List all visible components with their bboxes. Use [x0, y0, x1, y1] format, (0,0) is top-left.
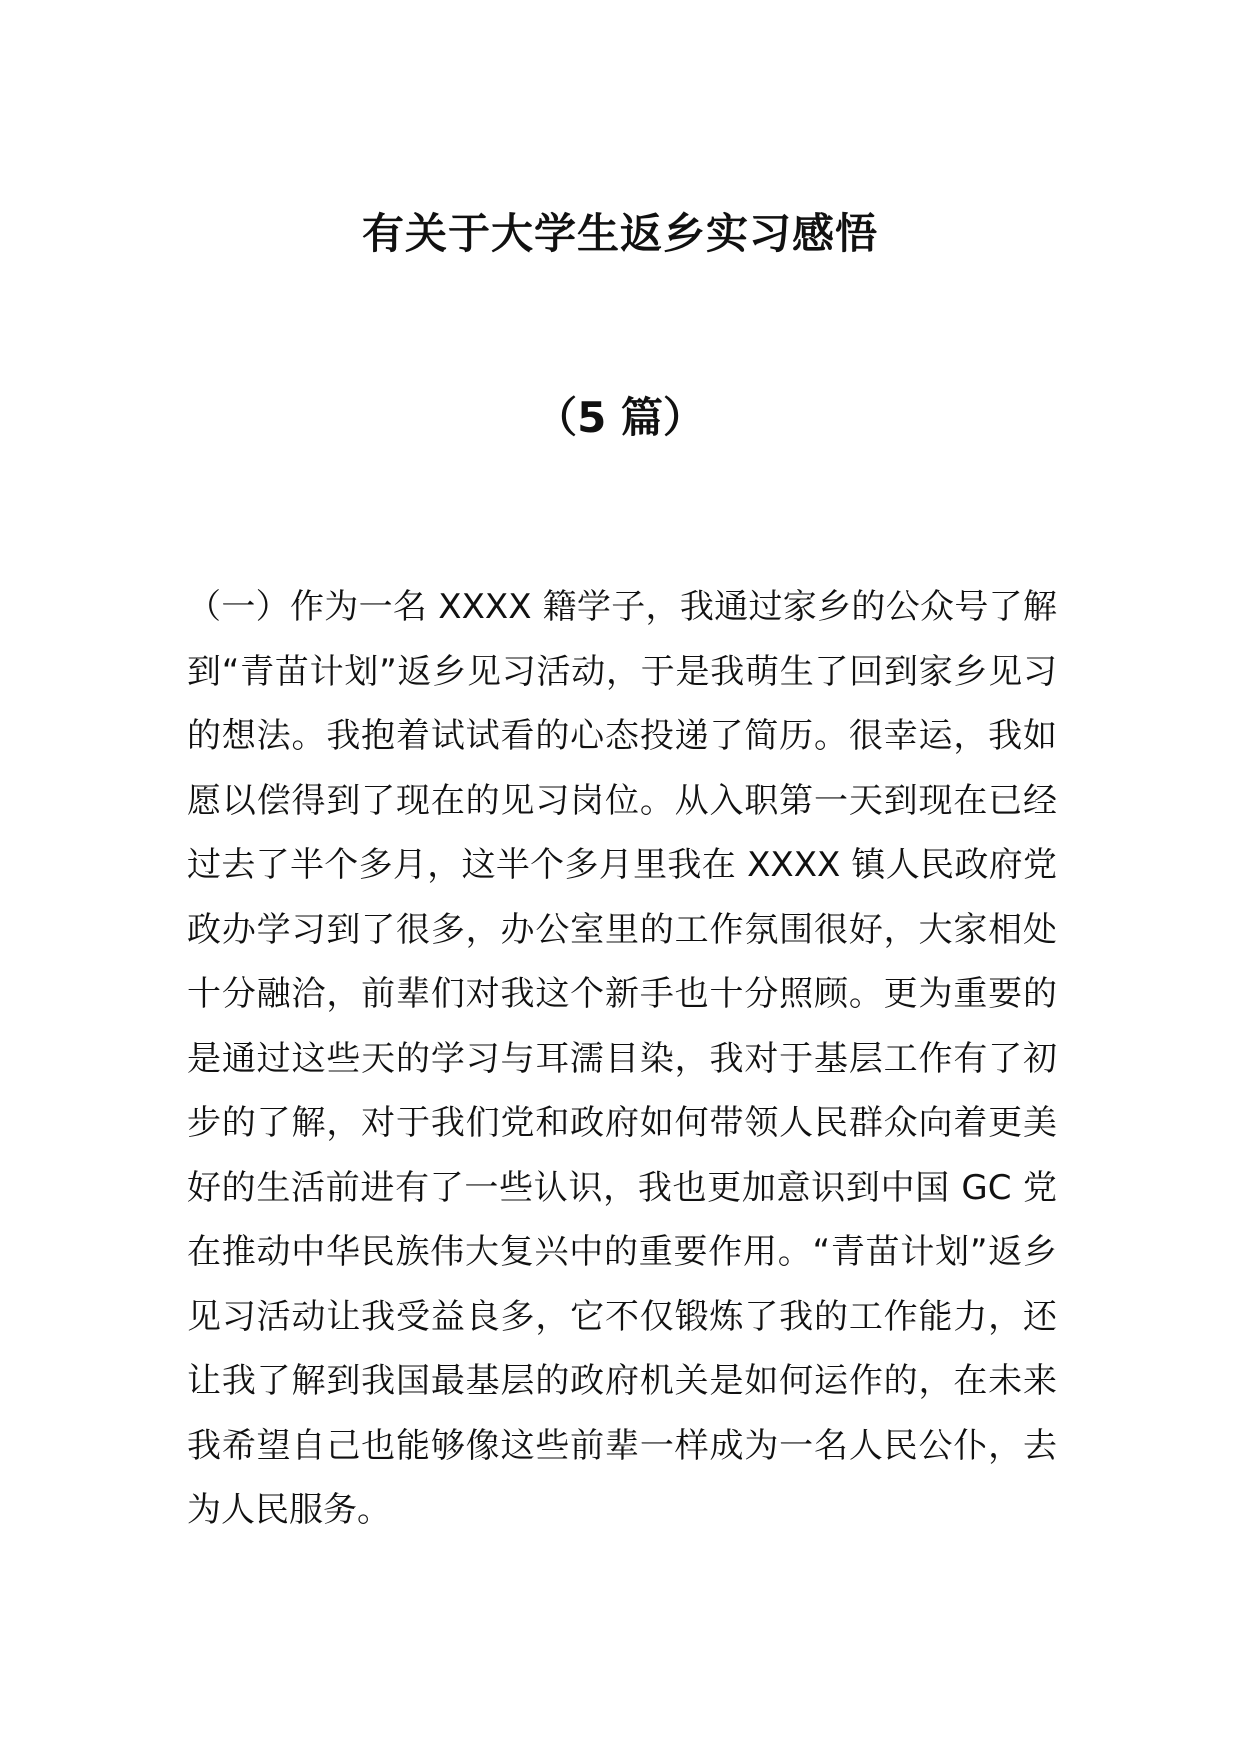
- document-subtitle: （5 篇）: [535, 393, 705, 442]
- body-paragraph: （一）作为一名 XXXX 籍学子，我通过家乡的公众号了解到“青苗计划”返乡见习活动，于是我萌生了回到家乡见习的想法。我抱着试试看的心态投递了简历。很幸运，我如愿以偿得到了现在的见习岗位。从入职第一天到现在已经过去了半个多月，这半个多月里我在 XXXX 镇人民政府党政办学习到了很多，办公室里的工作氛围很好，大家相处十分融洽，前辈们对我这个新手也十分照顾。更为重要的是通过这些天的学习与耳濡目染，我对于基层工作有了初步的了解，对于我们党和政府如何带领人民群众向着更美好的生活前进有了一些认识，我也更加意识到中国 GC 党在推动中华民族伟大复兴中的重要作用。“青苗计划”返乡见习活动让我受益良多，它不仅锻炼了我的工作能力，还让我了解到我国最基层的政府机关是如何运作的，在未来我希望自己也能够像这些前辈一样成为一名人民公仆，去为人民服务。: [187, 587, 1057, 1530]
- document-title: 有关于大学生返乡实习感悟: [361, 209, 878, 258]
